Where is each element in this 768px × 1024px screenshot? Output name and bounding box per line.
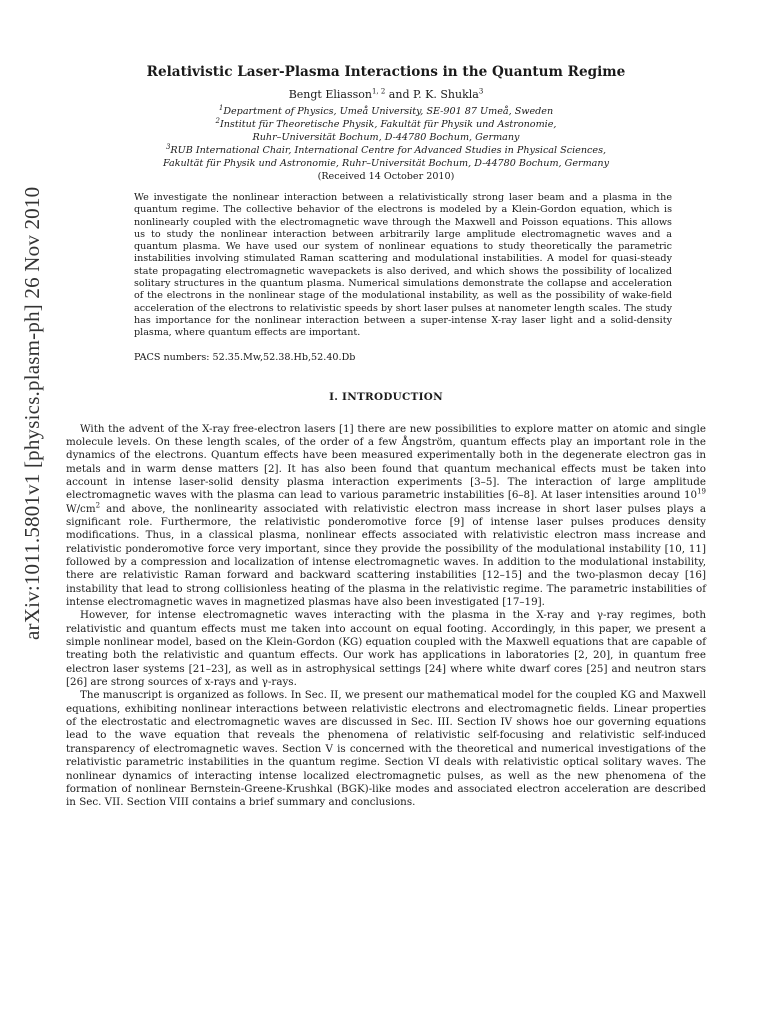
author-separator: and bbox=[385, 88, 413, 101]
abstract: We investigate the nonlinear interaction between a relativistically strong laser beam and a plasma in the quantum regime. The collective behavior of the electrons is modeled by a Klein-Gordon equation, which is nonlinearly coupled with the electromagnetic wave through the Maxwell and Poisson equations. This allows us to study the nonlinear interaction between arbitrarily large amplitude electromagnetic waves and a quantum plasma. We have used our system of nonlinear equations to study theoretically the parametric instabilities involving stimulated Raman scattering and modulational instabilities. A model for quasi-steady state propagating electromagnetic wavepackets is also derived, and which shows the possibility of localized solitary structures in the quantum plasma. Numerical simulations demonstrate the collapse and acceleration of the electrons in the nonlinear stage of the modulational instability, as well as the possibility of wake-field acceleration of the electrons to relativistic speeds by short laser pulses at nanometer length scales. The study has importance for the nonlinear interaction between a super-intense X-ray laser light and a solid-density plasma, where quantum effects are important. bbox=[134, 192, 672, 339]
author-superscript: 1, 2 bbox=[371, 87, 386, 96]
affiliation-continued: Fakultät für Physik und Astronomie, Ruhr–Universität Bochum, D-44780 Bochum, Germany bbox=[162, 158, 610, 169]
author-superscript: 3 bbox=[478, 87, 484, 96]
affiliation-marker: 2 bbox=[215, 116, 220, 125]
affiliation-continued: Ruhr–Universität Bochum, D-44780 Bochum, Germany bbox=[252, 132, 520, 143]
paper-title: Relativistic Laser-Plasma Interactions in the Quantum Regime bbox=[146, 64, 626, 80]
affiliation: $^2$Institut für Theoretische Physik, Fakultät für Physik und Astronomie, bbox=[215, 116, 557, 130]
pacs-numbers: PACS numbers: 52.35.Mw,52.38.Hb,52.40.Db bbox=[134, 351, 356, 363]
affiliation-marker: 3 bbox=[165, 142, 171, 151]
body-text bbox=[66, 423, 706, 810]
paper-page bbox=[66, 62, 706, 810]
affiliations bbox=[66, 105, 706, 183]
paragraph: However, for intense electromagnetic waves interacting with the plasma in the X-ray and γ-ray regimes, both relativistic and quantum effects must me taken into account on equal footing. Accordingly, in this paper, we present a simple nonlinear model, based on the Klein-Gordon (KG) equation coupled with the Maxwell equations that are capable of treating both the relativistic and quantum effects. Our work has applications in laboratories [2, 20], in quantum free electron laser systems [21–23], as well as in astrophysical settings [24] where white dwarf cores [25] and neutron stars [26] are strong sources of x-rays and γ-rays. bbox=[66, 609, 706, 689]
affiliation: $^3$RUB International Chair, International Centre for Advanced Studies in Physical Sciences, bbox=[165, 142, 607, 156]
author-name: P. K. Shukla bbox=[413, 88, 479, 101]
affiliation-marker: 1 bbox=[218, 103, 224, 112]
paragraph: With the advent of the X-ray free-electron lasers [1] there are new possibilities to explore matter on atomic and single molecule levels. On these length scales, of the order of a few Ångström, quantum effects play an important role in the dynamics of the electrons. Quantum effects have been measured experimentally both in the degenerate electron gas in metals and in warm dense matters [2]. It has also been found that quantum mechanical effects must be taken into account in intense laser-solid density plasma interaction experiments [3–5]. The interaction of large amplitude electromagnetic waves with the plasma can lead to various parametric instabilities [6–8]. At laser intensities around $10^{19}$ $W/cm^2$ and above, the nonlinearity associated with relativistic electron mass increase in short laser pulses plays a significant role. Furthermore, the relativistic ponderomotive force [9] of intense laser pulses produces density modifications. Thus, in a classical plasma, nonlinear effects associated with relativistic electron mass increase and relativistic ponderomotive force very important, since they provide the possibility of the modulational instability [10, 11] followed by a compression and localization of intense electromagnetic waves. In addition to the modulational instability, there are relativistic Raman forward and backward scattering instabilities [12–15] and the two-plasmon decay [16] instability that lead to strong collisionless heating of the plasma in the relativistic regime. The parametric instabilities of intense electromagnetic waves in magnetized plasmas have also been investigated [17–19]. bbox=[66, 422, 706, 609]
affiliation: $^1$Department of Physics, Umeå University, SE-901 87 Umeå, Sweden bbox=[218, 103, 554, 117]
section-heading: I. INTRODUCTION bbox=[329, 390, 443, 403]
arxiv-identifier: arXiv:1011.5801v1 [physics.plasm-ph] 26 Nov 2010 bbox=[20, 186, 44, 640]
author-list bbox=[66, 88, 706, 102]
received-date: (Received 14 October 2010) bbox=[317, 171, 455, 182]
author-name: Bengt Eliasson bbox=[288, 88, 372, 101]
paragraph: The manuscript is organized as follows. In Sec. II, we present our mathematical model for the coupled KG and Maxwell equations, exhibiting nonlinear interactions between relativistic electrons and electromagnetic fields. Linear properties of the electrostatic and electromagnetic waves are discussed in Sec. III. Section IV shows hoe our governing equations lead to the wave equation that reveals the phenomena of relativistic self-focusing and relativistic self-induced transparency of electromagnetic waves. Section V is concerned with the theoretical and numerical investigations of the relativistic parametric instabilities in the quantum regime. Section VI deals with relativistic optical solitary waves. The nonlinear dynamics of interacting intense localized electromagnetic pulses, as well as the new phenomena of the formation of nonlinear Bernstein-Greene-Krushkal (BGK)-like modes and associated electron acceleration are described in Sec. VII. Section VIII contains a brief summary and conclusions. bbox=[66, 689, 706, 809]
